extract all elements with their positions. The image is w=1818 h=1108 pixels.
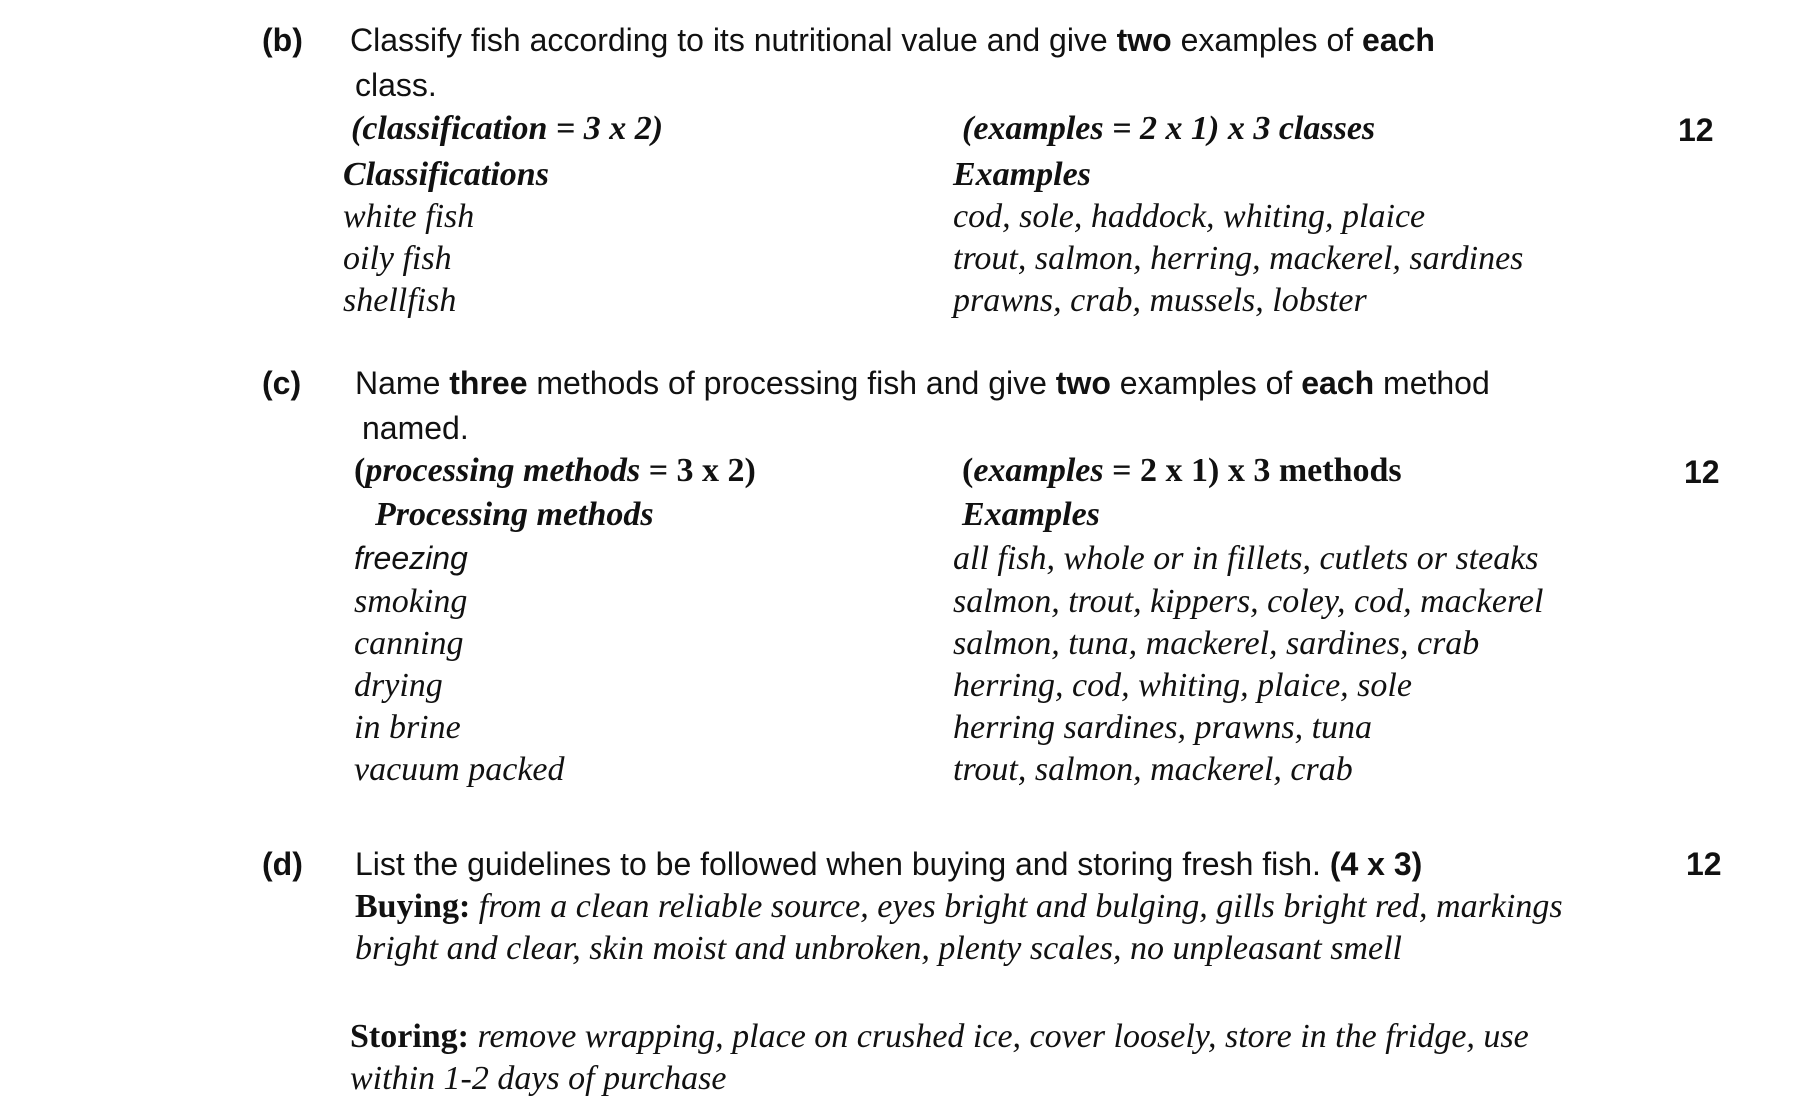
- table-b-header-examples: Examples: [953, 156, 1091, 193]
- table-row-c-method: drying: [354, 667, 443, 704]
- allocation-b-classification: (classification = 3 x 2): [351, 110, 664, 147]
- marks-d: 12: [1686, 846, 1722, 882]
- table-row-b-examples: cod, sole, haddock, whiting, plaice: [953, 198, 1426, 235]
- table-row-c-method: freezing: [354, 540, 468, 576]
- table-row-c-method: smoking: [354, 583, 468, 620]
- buying-guidelines-line1: Buying: from a clean reliable source, eyes bright and bulging, gills bright red, markings: [355, 888, 1563, 925]
- table-row-b-class: white fish: [343, 198, 475, 235]
- table-b-header-classifications: Classifications: [343, 156, 549, 193]
- storing-guidelines-line1: Storing: remove wrapping, place on crushed ice, cover loosely, store in the fridge, use: [350, 1018, 1529, 1055]
- table-row-c-examples: herring, cod, whiting, plaice, sole: [953, 667, 1412, 704]
- marks-c: 12: [1684, 454, 1720, 490]
- table-row-c-method: in brine: [354, 709, 461, 746]
- storing-label: Storing:: [350, 1018, 469, 1055]
- table-row-b-examples: trout, salmon, herring, mackerel, sardines: [953, 240, 1524, 277]
- table-row-c-examples: salmon, trout, kippers, coley, cod, mackerel: [953, 583, 1544, 620]
- question-label-d: (d): [262, 846, 303, 882]
- table-row-b-class: oily fish: [343, 240, 452, 277]
- table-row-c-examples: herring sardines, prawns, tuna: [953, 709, 1373, 746]
- question-b-text-line2: class.: [355, 67, 437, 103]
- table-row-c-examples: salmon, tuna, mackerel, sardines, crab: [953, 625, 1480, 662]
- table-row-b-class: shellfish: [343, 282, 457, 319]
- question-d-text: List the guidelines to be followed when buying and storing fresh fish. (4 x 3): [355, 846, 1423, 882]
- allocation-b-examples: (examples = 2 x 1) x 3 classes: [962, 110, 1376, 147]
- question-c-text-line1: Name three methods of processing fish and give two examples of each method: [355, 365, 1490, 401]
- buying-label: Buying:: [355, 888, 471, 925]
- table-row-b-examples: prawns, crab, mussels, lobster: [953, 282, 1367, 319]
- allocation-c-examples: (examples = 2 x 1) x 3 methods: [962, 452, 1402, 489]
- question-label-c: (c): [262, 365, 302, 401]
- question-c-text-line2: named.: [362, 410, 469, 446]
- question-b-text-line1: Classify fish according to its nutritional value and give two examples of each: [350, 22, 1435, 58]
- storing-guidelines-line2: within 1-2 days of purchase: [350, 1060, 727, 1097]
- buying-guidelines-line2: bright and clear, skin moist and unbroken, plenty scales, no unpleasant smell: [355, 930, 1402, 967]
- table-row-c-method: vacuum packed: [354, 751, 565, 788]
- table-row-c-examples: trout, salmon, mackerel, crab: [953, 751, 1353, 788]
- question-label-b: (b): [262, 22, 303, 58]
- table-row-c-examples: all fish, whole or in fillets, cutlets or steaks: [953, 540, 1539, 577]
- table-c-header-methods: Processing methods: [375, 496, 654, 533]
- marks-b: 12: [1678, 112, 1714, 148]
- allocation-c-methods: (processing methods = 3 x 2): [354, 452, 756, 489]
- table-c-header-examples: Examples: [962, 496, 1100, 533]
- table-row-c-method: canning: [354, 625, 464, 662]
